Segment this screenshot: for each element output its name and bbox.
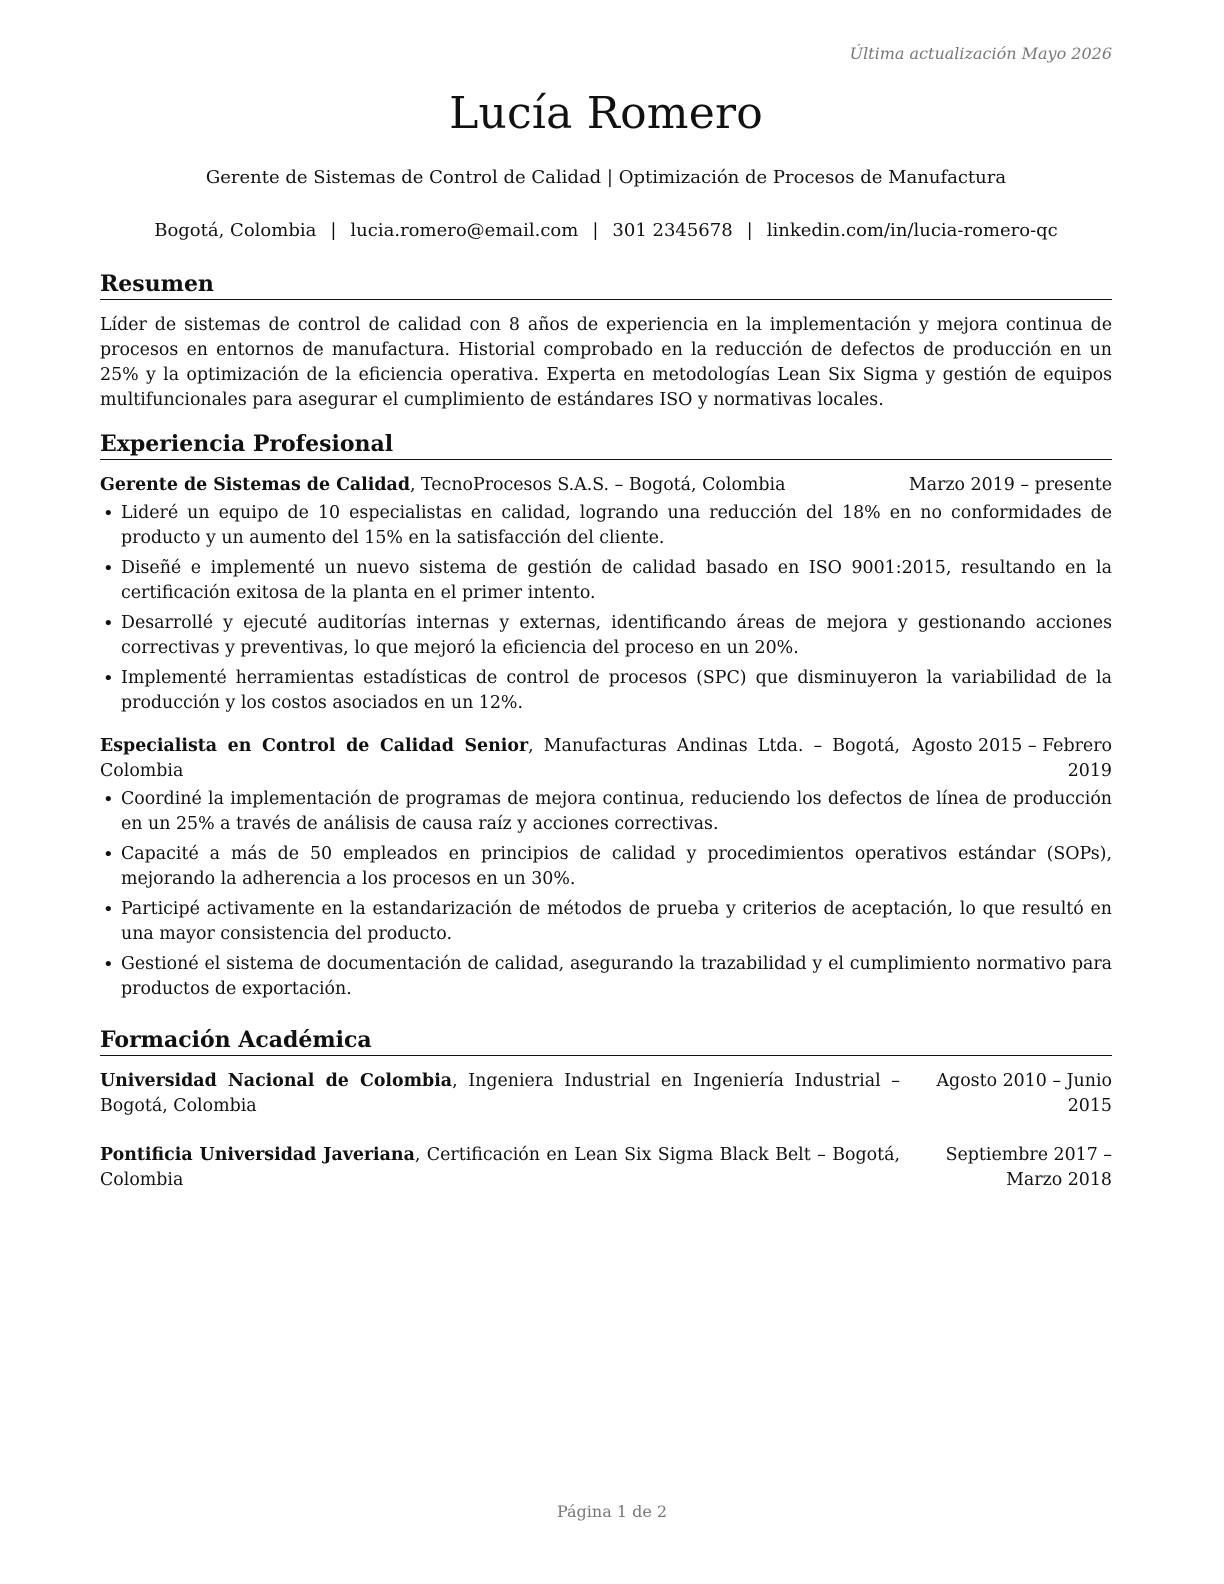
job-header [100,734,1112,784]
education-dates: Septiembre 2017 – Marzo 2018 [945,1145,1112,1190]
contact-separator: | [330,220,337,241]
list-item: • Lideré un equipo de 10 especialistas en calidad, logrando una reducción del 18% en no conformidades de producto y un aumento del 15% en la satisfacción del cliente. [100,501,1112,551]
education-section [100,1026,1112,1193]
list-item: • Diseñé e implementé un nuevo sistema de gestión de calidad basado en ISO 9001:2015, resultando en la certificación exitosa de la planta en el primer intento. [100,556,1112,606]
education-detail: , Ingeniera Industrial en Ingeniería Industrial – Bogotá, Colombia [100,1071,900,1116]
job-entry [100,734,1112,1002]
job-org: , TecnoProcesos S.A.S. – Bogotá, Colombia [409,475,786,495]
education-line [100,1069,900,1119]
contact-location: Bogotá, Colombia [154,220,317,241]
section-title-education: Formación Académica [100,1026,1112,1056]
job-bullets [100,787,1112,1002]
job-header [100,473,1112,498]
contact-line [100,220,1112,241]
education-detail: , Certificación en Lean Six Sigma Black Belt – Bogotá, Colombia [100,1145,900,1190]
experience-section [100,430,1112,1007]
list-item: • Coordiné la implementación de programas de mejora continua, reduciendo los defectos de línea de producción en un 25% a través de análisis de causa raíz y acciones correctivas. [100,787,1112,837]
education-institution: Universidad Nacional de Colombia [100,1071,453,1091]
job-entry [100,473,1112,716]
contact-email[interactable]: lucia.romero@email.com [350,220,579,241]
candidate-name: Lucía Romero [449,88,763,139]
education-line [100,1143,900,1193]
page-number: Página 1 de 2 [556,1502,668,1521]
list-item: • Participé activamente en la estandarización de métodos de prueba y criterios de aceptación, lo que resultó en una mayor consistencia del producto. [100,897,1112,947]
job-org: , Manufacturas Andinas Ltda. – Bogotá, Colombia [100,736,900,781]
summary-section [100,270,1112,413]
section-title-summary: Resumen [100,270,1112,300]
section-title-experience: Experiencia Profesional [100,430,1112,460]
resume-page [100,0,1112,1584]
education-dates: Agosto 2010 – Junio 2015 [936,1071,1112,1116]
list-item: • Capacité a más de 50 empleados en principios de calidad y procedimientos operativos estándar (SOPs), mejorando la adherencia a los procesos en un 30%. [100,842,1112,892]
last-updated: Última actualización Mayo 2026 [849,44,1112,63]
education-institution: Pontificia Universidad Javeriana [100,1145,415,1165]
contact-separator: | [746,220,753,241]
job-bullets [100,501,1112,716]
job-role: Gerente de Sistemas de Calidad [100,475,410,495]
job-dates: Marzo 2019 – presente [908,475,1112,495]
tagline: Gerente de Sistemas de Control de Calidad | Optimización de Procesos de Manufactura [205,167,1007,188]
job-title-line [100,473,909,498]
job-dates: Agosto 2015 – Febrero 2019 [911,736,1112,781]
list-item: • Desarrollé y ejecuté auditorías internas y externas, identificando áreas de mejora y gestionando acciones correctivas y preventivas, lo que mejoró la eficiencia del proceso en un 20%. [100,611,1112,661]
contact-linkedin[interactable]: linkedin.com/in/lucia-romero-qc [766,220,1058,241]
education-entry [100,1143,1112,1193]
education-entry [100,1069,1112,1119]
contact-phone: 301 2345678 [612,220,733,241]
list-item: • Implementé herramientas estadísticas de control de procesos (SPC) que disminuyeron la variabilidad de la producción y los costos asociados en un 12%. [100,666,1112,716]
job-title-line [100,734,900,784]
list-item: • Gestioné el sistema de documentación de calidad, asegurando la trazabilidad y el cumplimiento normativo para productos de exportación. [100,952,1112,1002]
summary-text: Líder de sistemas de control de calidad con 8 años de experiencia en la implementación y mejora continua de procesos en entornos de manufactura. Historial comprobado en la reducción de defectos de producción en un 25% y la optimización de la eficiencia operativa. Experta en metodologías Lean Six Sigma y gestión de equipos multifuncionales para asegurar el cumplimiento de estándares ISO y normativas locales. [100,315,1112,410]
contact-separator: | [592,220,599,241]
job-role: Especialista en Control de Calidad Senior [100,736,529,756]
